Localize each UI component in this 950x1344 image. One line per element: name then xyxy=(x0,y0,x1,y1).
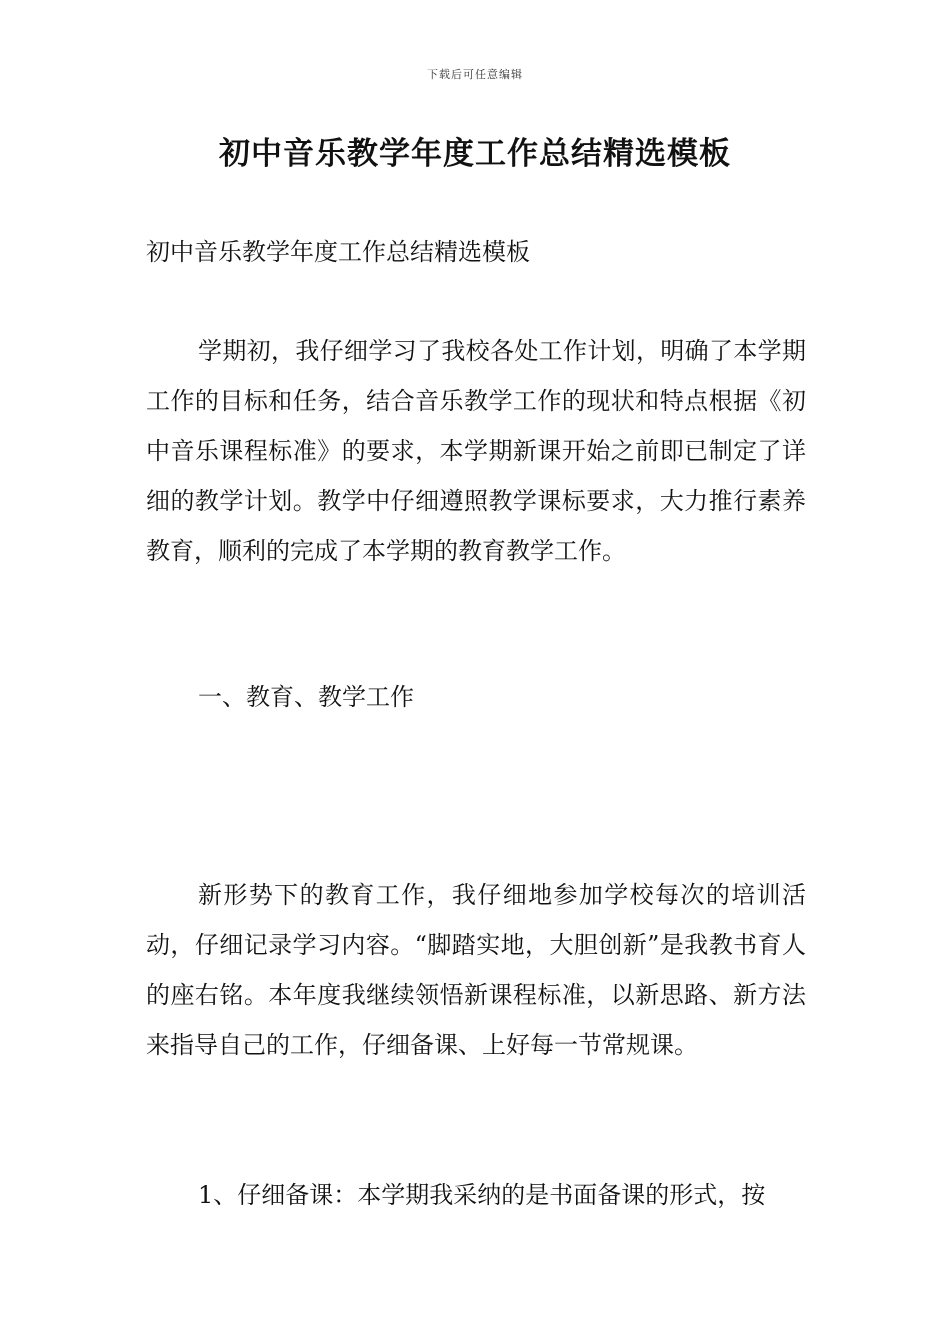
section-heading-education-teaching: 一、教育、教学工作 xyxy=(198,683,414,711)
paragraph-lesson-preparation: 1、仔细备课：本学期我采纳的是书面备课的形式，按 xyxy=(198,1181,766,1209)
document-subtitle: 初中音乐教学年度工作总结精选模板 xyxy=(146,238,530,266)
paragraph-education-work: 新形势下的教育工作，我仔细地参加学校每次的培训活动，仔细记录学习内容。“脚踏实地，大胆创新”是我教书育人的座右铭。本年度我继续领悟新课程标准，以新思路、新方法来指导自己的工作，仔细备课、上好每一节常规课。 xyxy=(146,881,806,1059)
page-header-note: 下载后可任意编辑 xyxy=(427,68,523,81)
document-title: 初中音乐教学年度工作总结精选模板 xyxy=(219,136,731,172)
paragraph-intro: 学期初，我仔细学习了我校各处工作计划，明确了本学期工作的目标和任务，结合音乐教学工作的现状和特点根据《初中音乐课程标准》的要求，本学期新课开始之前即已制定了详细的教学计划。教学中仔细遵照教学课标要求，大力推行素养教育，顺利的完成了本学期的教育教学工作。 xyxy=(146,337,806,565)
